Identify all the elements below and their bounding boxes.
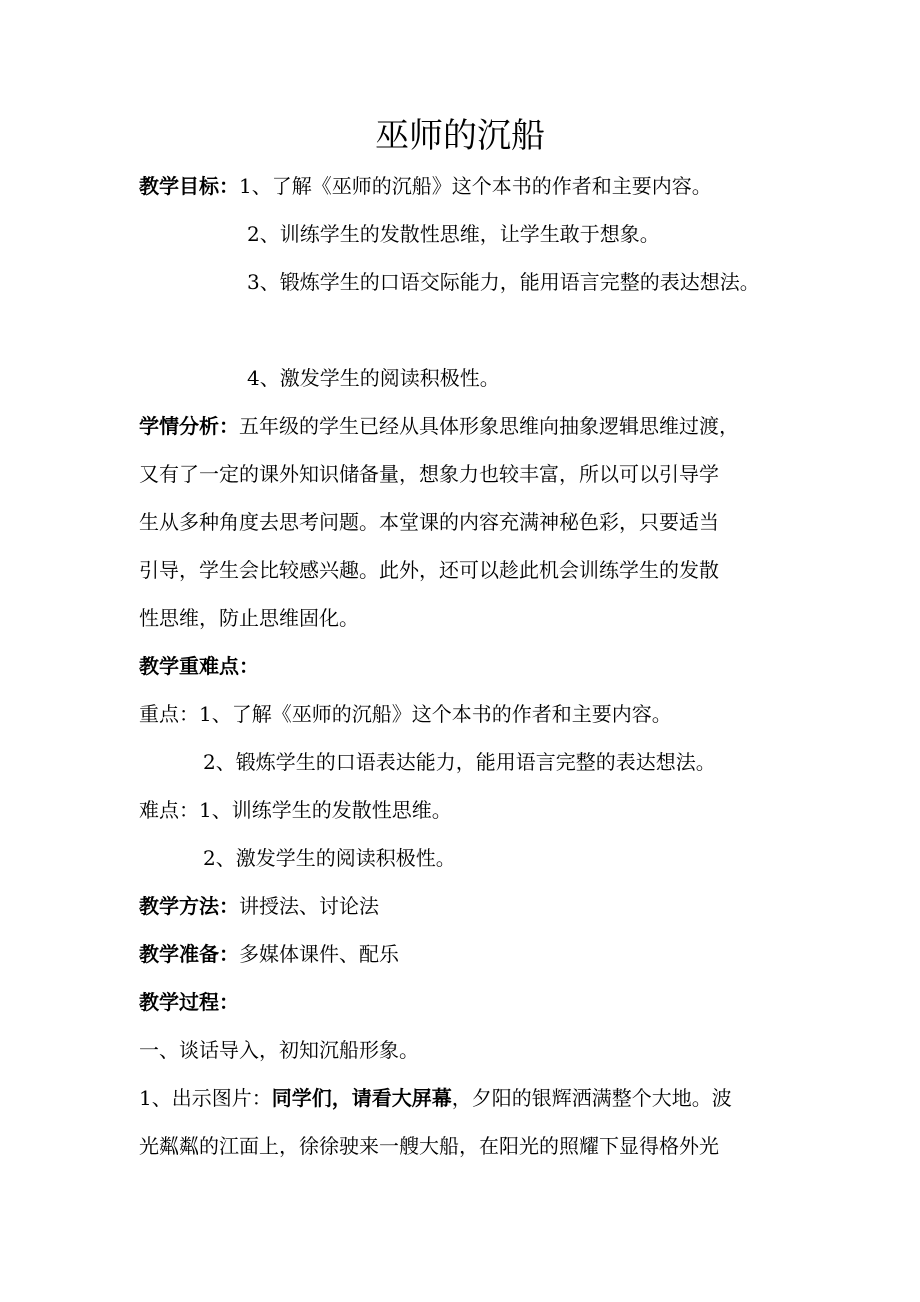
preparation-value: 多媒体课件、配乐 — [239, 942, 399, 966]
goals-label: 教学目标： — [139, 174, 239, 198]
analysis-text-1: 五年级的学生已经从具体形象思维向抽象逻辑思维过渡， — [239, 414, 739, 438]
preparation-line — [139, 940, 399, 968]
key-item-2: 2、锻炼学生的口语表达能力，能用语言完整的表达想法。 — [203, 750, 716, 774]
process-step-1 — [139, 1084, 732, 1112]
difficult-line-1 — [139, 796, 452, 824]
method-line — [139, 892, 379, 920]
goal-item-1: 1、了解《巫师的沉船》这个本书的作者和主要内容。 — [239, 174, 712, 198]
analysis-text-4: 引导，学生会比较感兴趣。此外，还可以趁此机会训练学生的发散 — [139, 558, 719, 582]
process-heading: 教学过程： — [139, 990, 239, 1014]
analysis-label: 学情分析： — [139, 414, 239, 438]
goal-item-3: 3、锻炼学生的口语交际能力，能用语言完整的表达想法。 — [247, 270, 760, 294]
process-step-1-line-2: 光粼粼的江面上，徐徐驶来一艘大船，在阳光的照耀下显得格外光 — [139, 1134, 719, 1158]
key-item-1: 1、了解《巫师的沉船》这个本书的作者和主要内容。 — [199, 702, 672, 726]
key-label: 重点： — [139, 702, 199, 726]
document-title: 巫师的沉船 — [375, 116, 545, 156]
analysis-text-2: 又有了一定的课外知识储备量，想象力也较丰富，所以可以引导学 — [139, 462, 719, 486]
analysis-line-1 — [139, 412, 739, 440]
goal-item-4: 4、激发学生的阅读积极性。 — [247, 366, 500, 390]
method-label: 教学方法： — [139, 894, 239, 918]
method-value: 讲授法、讨论法 — [239, 894, 379, 918]
difficult-item-1: 1、训练学生的发散性思维。 — [199, 798, 452, 822]
difficult-item-2: 2、激发学生的阅读积极性。 — [203, 846, 456, 870]
step1-prefix: 1、出示图片： — [139, 1086, 272, 1110]
key-line-1 — [139, 700, 672, 728]
step1-rest: ，夕阳的银辉洒满整个大地。波 — [451, 1086, 732, 1110]
step1-bold: 同学们，请看大屏幕 — [271, 1086, 452, 1110]
analysis-text-3: 生从多种角度去思考问题。本堂课的内容充满神秘色彩，只要适当 — [139, 510, 719, 534]
difficult-label: 难点： — [139, 798, 199, 822]
process-section-1: 一、谈话导入，初知沉船形象。 — [139, 1038, 419, 1062]
analysis-text-5: 性思维，防止思维固化。 — [139, 606, 359, 630]
goals-line-1 — [139, 172, 712, 200]
key-difficult-heading: 教学重难点： — [139, 654, 259, 678]
goal-item-2: 2、训练学生的发散性思维，让学生敢于想象。 — [247, 222, 660, 246]
preparation-label: 教学准备： — [139, 942, 239, 966]
